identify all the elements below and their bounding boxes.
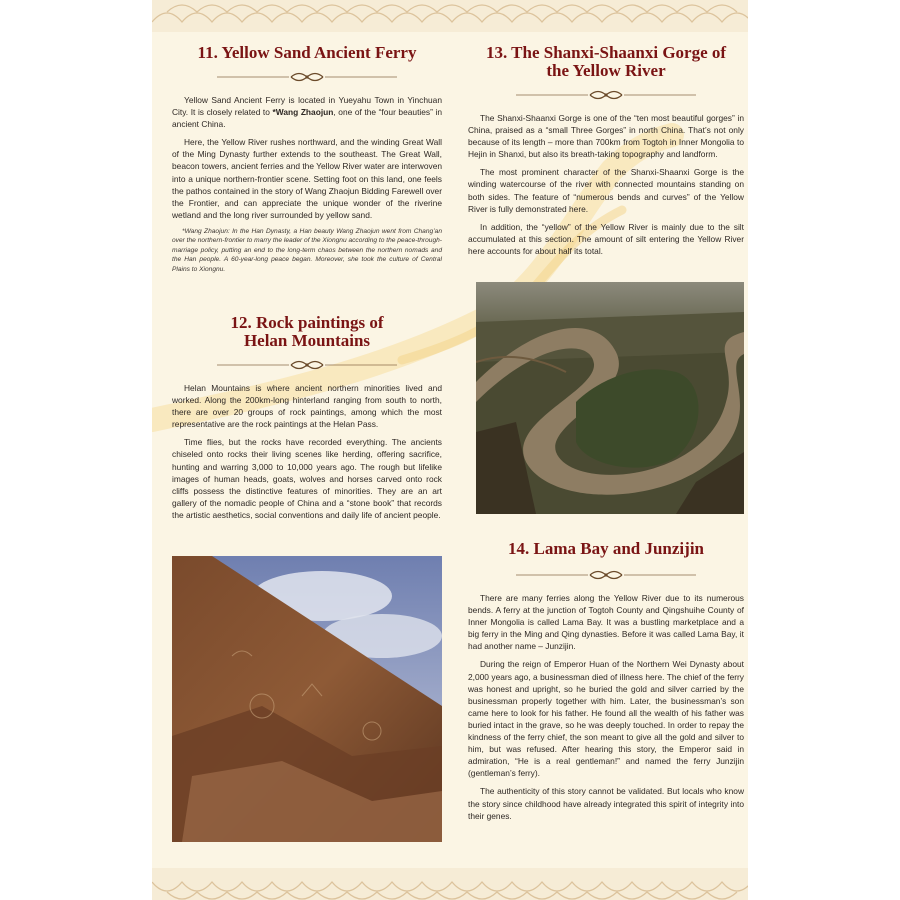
section-11-title: 11. Yellow Sand Ancient Ferry [197,43,417,62]
divider-ornament-icon [516,568,696,582]
section-13-paragraph-2: The most prominent character of the Shanxi-Shaanxi Gorge is the winding watercourse of the river with connected mountains standing on both sides. The feature of “numerous bends and curves” of the Yellow River is fully demonstrated here. [468,167,744,214]
divider-ornament-icon [516,88,696,102]
section-14-paragraph-2: During the reign of Emperor Huan of the Northern Wei Dynasty about 2,000 years ago, a businessman died of illness here. The chief of the ferry was honest and upright, so he buried the gold and silver carried by the businessman properly together with him. Later, the businessman’s son came here to look for his father. He found all the wealth of his father was buried intact in the grave, so he was deeply touched. In order to repay the kindness of the ferry chief, the son meant to give all the gold and silver to him, but was refused. After hearing this story, the Emperor said in admiration, “He is a real gentleman!” and named the ferry Junzijin (gentleman’s ferry). [468,659,744,779]
section-12 [172,314,442,527]
section-13-body [468,112,744,257]
section-12-title-line-2: Helan Mountains [243,331,371,350]
section-11-paragraph-2: Here, the Yellow River rushes northward, and the winding Great Wall of the Ming Dynasty further extends to the southeast. The Great Wall, beacon towers, ancient ferries and the Yellow River water are interwoven into a unique northern-frontier scene. Setting foot on this land, one feels the pathos contained in the story of Wang Zhaojun Bidding Farewell over the Frontier, and can appreciate the unique wonder of the riverine wetland and the long river surrounded by yellow sand. [172,137,443,220]
yellow-river-gorge-photo [476,282,744,514]
rock-paintings-photo [172,556,442,842]
section-13-paragraph-1: The Shanxi-Shaanxi Gorge is one of the “ten most beautiful gorges” in China, praised as a “small Three Gorges” in north China. That’s not only because of its length – more than 700km from Togtoh in Inner Mongolia to Hejin in Shanxi, but also its breath-taking topography and landform. [468,113,744,160]
section-12-paragraph-2: Time flies, but the rocks have recorded everything. The ancients chiseled onto rocks their living scenes like herding, offering sacrifice, hunting and warring 3,000 to 10,000 years ago. The rough but lifelike images of human heads, goats, wolves and horses carved onto rock cliffs possess the distinctive features of minorities. They are an art gallery of the nomadic people of China and a “stone book” that records the artistic aesthetics, social conventions and daily life of ancient people. [172,437,442,520]
section-14 [468,540,744,828]
divider-ornament-icon [217,70,397,84]
section-13-paragraph-3: In addition, the “yellow” of the Yellow River is mainly due to the silt accumulated at this section. The amount of silt entering the Yellow River here accounts for about half its total. [468,221,744,256]
divider-ornament-icon [217,358,397,372]
section-11-footnote: *Wang Zhaojun: In the Han Dynasty, a Han beauty Wang Zhaojun went from Chang’an over the northern-frontier to marry the leader of the Xiongnu according to the peace-through-marriage policy, putting an end to the long-term chaos between the northern nomads and the Han people. A 60-year-long peace began. Moreover, she took the culture of Central Plains to Xiongnu. [172,227,442,273]
section-12-paragraph-1: Helan Mountains is where ancient northern minorities lived and worked. Along the 200km-long hinterland ranging from south to north, there are over 20 groups of rock paintings, among which the most representative are the rock paintings at the Helan Pass. [172,383,442,430]
wang-zhaojun-bold: *Wang Zhaojun [272,107,334,118]
section-13-title-line-1: 13. The Shanxi-Shaanxi Gorge of [485,43,727,62]
right-column [468,44,744,263]
section-13-title-line-2: the Yellow River [546,61,666,80]
section-12-title-line-1: 12. Rock paintings of [230,313,384,332]
section-11-paragraph-1: Yellow Sand Ancient Ferry is located in Yueyahu Town in Yinchuan City. It is closely related to *Wang Zhaojun, one of the “four beauties” in ancient China. [172,95,442,130]
section-14-title: 14. Lama Bay and Junzijin [507,539,704,558]
left-column [172,43,443,520]
section-14-paragraph-1: There are many ferries along the Yellow River due to its numerous bends. A ferry at the junction of Togtoh County and Qingshuihe County of Inner Mongolia is called Lama Bay. It was a bustling marketplace and a big ferry in the Ming and Qing dynasties. Before it was called Lama Bay, it had another name – Junzijin. [468,593,744,652]
section-11-body [172,94,442,274]
river-bend-image [476,282,744,514]
cloud-pattern-icon [152,0,748,32]
cloud-pattern-icon [152,868,748,900]
top-cloud-border [152,0,748,32]
rock-cliff-image [172,556,442,842]
bottom-cloud-border [152,868,748,900]
brochure-page [152,0,748,900]
section-14-paragraph-3: The authenticity of this story cannot be validated. But locals who know the story since childhood have already integrated this spirit of integrity into their genes. [468,786,744,821]
